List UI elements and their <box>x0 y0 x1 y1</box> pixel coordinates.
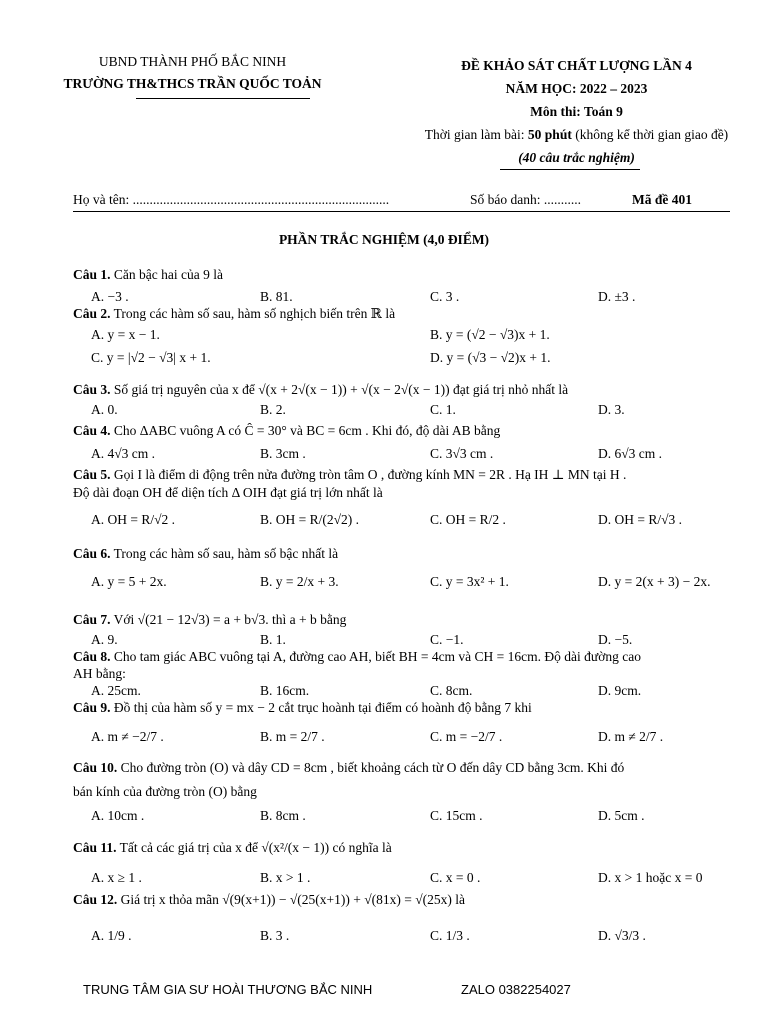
time-limit <box>385 127 768 143</box>
q6-option-d: D. y = 2(x + 3) − 2x. <box>598 574 711 589</box>
school-year: NĂM HỌC: 2022 – 2023 <box>505 81 648 96</box>
q4-option-a: A. 4√3 cm . <box>91 446 156 461</box>
q11-option-c: C. x = 0 . <box>430 870 481 885</box>
q5-text: Gọi I là điểm di động trên nửa đường tròn tâm O , đường kính MN = 2R . Hạ IH ⊥ MN tại H . <box>113 467 627 482</box>
header-divider <box>73 211 730 212</box>
q2-option-c: C. y = |√2 − √3| x + 1. <box>91 350 211 365</box>
q9-label: Câu 9. <box>73 700 111 715</box>
q2-option-b: B. y = (√2 − √3)x + 1. <box>430 327 550 342</box>
question-4 <box>73 423 500 439</box>
q6-text: Trong các hàm số sau, hàm số bậc nhất là <box>113 546 339 561</box>
q9-text: Đồ thị của hàm số y = mx − 2 cắt trục hoành tại điểm có hoành độ bằng 7 khi <box>113 700 532 715</box>
q3-option-a: A. 0. <box>91 402 118 417</box>
q5-text-line2: Độ dài đoạn OH để diện tích Δ OIH đạt giá trị lớn nhất là <box>73 485 383 500</box>
q8-option-c: C. 8cm. <box>430 683 473 698</box>
q6-option-b: B. y = 2/x + 3. <box>260 574 339 589</box>
q8-option-a: A. 25cm. <box>91 683 141 698</box>
q4-option-c: C. 3√3 cm . <box>430 446 494 461</box>
q8-option-d: D. 9cm. <box>598 683 642 698</box>
question-7 <box>73 612 346 628</box>
q11-text: Tất cả các giá trị của x để √(x²/(x − 1)) có nghĩa là <box>119 840 392 855</box>
q11-option-a: A. x ≥ 1 . <box>91 870 142 885</box>
subject: Môn thi: Toán 9 <box>530 104 623 119</box>
q9-option-d: D. m ≠ 2/7 . <box>598 729 664 744</box>
school-name: TRƯỜNG TH&THCS TRẦN QUỐC TOẢN <box>63 76 322 91</box>
q6-option-c: C. y = 3x² + 1. <box>430 574 509 589</box>
q12-option-c: C. 1/3 . <box>430 928 470 943</box>
q1-option-b: B. 81. <box>260 289 293 304</box>
q8-option-b: B. 16cm. <box>260 683 310 698</box>
q7-option-b: B. 1. <box>260 632 286 647</box>
q9-option-c: C. m = −2/7 . <box>430 729 503 744</box>
q12-label: Câu 12. <box>73 892 118 907</box>
time-value: 50 phút <box>527 127 572 142</box>
q3-option-b: B. 2. <box>260 402 286 417</box>
question-1 <box>73 267 223 283</box>
q7-option-c: C. −1. <box>430 632 464 647</box>
q1-option-a: A. −3 . <box>91 289 129 304</box>
q10-option-b: B. 8cm . <box>260 808 306 823</box>
q4-text: Cho ΔABC vuông A có Ĉ = 30° và BC = 6cm . Khi đó, độ dài AB bằng <box>113 423 501 438</box>
q4-label: Câu 4. <box>73 423 111 438</box>
question-count: (40 câu trắc nghiệm) <box>518 150 635 165</box>
q10-option-d: D. 5cm . <box>598 808 645 823</box>
q10-label: Câu 10. <box>73 760 118 775</box>
q3-option-c: C. 1. <box>430 402 456 417</box>
q8-text: Cho tam giác ABC vuông tại A, đường cao AH, biết BH = 4cm và CH = 16cm. Độ dài đường cao <box>113 649 641 664</box>
q2-text: Trong các hàm số sau, hàm số nghịch biến trên ℝ là <box>113 306 396 321</box>
q12-text: Giá trị x thỏa mãn √(9(x+1)) − √(25(x+1)) + √(81x) = √(25x) là <box>120 892 466 907</box>
question-8 <box>73 649 641 665</box>
q8-text-line2: AH bằng: <box>73 666 126 681</box>
q5-label: Câu 5. <box>73 467 111 482</box>
q7-text: Với √(21 − 12√3) = a + b√3. thì a + b bằng <box>113 612 347 627</box>
question-2 <box>73 306 395 322</box>
time-prefix: Thời gian làm bài: <box>424 127 528 142</box>
question-6 <box>73 546 338 562</box>
question-10 <box>73 760 624 776</box>
school-underline <box>136 98 310 99</box>
q10-option-a: A. 10cm . <box>91 808 145 823</box>
q11-option-b: B. x > 1 . <box>260 870 311 885</box>
q12-option-a: A. 1/9 . <box>91 928 132 943</box>
q2-option-d: D. y = (√3 − √2)x + 1. <box>430 350 551 365</box>
q12-option-d: D. √3/3 . <box>598 928 646 943</box>
q1-option-c: C. 3 . <box>430 289 460 304</box>
question-12 <box>73 892 465 908</box>
exam-code: Mã đề 401 <box>632 192 692 207</box>
q4-option-b: B. 3cm . <box>260 446 306 461</box>
q5-option-b: B. OH = R/(2√2) . <box>260 512 360 527</box>
count-underline <box>500 169 640 170</box>
authority-name: UBND THÀNH PHỐ BẮC NINH <box>98 54 287 69</box>
q2-option-a: A. y = x − 1. <box>91 327 160 342</box>
q3-option-d: D. 3. <box>598 402 625 417</box>
question-3 <box>73 382 568 398</box>
footer-center-name: TRUNG TÂM GIA SƯ HOÀI THƯƠNG BẮC NINH <box>83 982 373 997</box>
q1-text: Căn bậc hai của 9 là <box>113 267 223 282</box>
q4-option-d: D. 6√3 cm . <box>598 446 663 461</box>
q3-label: Câu 3. <box>73 382 111 397</box>
q6-label: Câu 6. <box>73 546 111 561</box>
q11-option-d: D. x > 1 hoặc x = 0 <box>598 870 703 885</box>
q5-option-c: C. OH = R/2 . <box>430 512 506 527</box>
question-11 <box>73 840 392 856</box>
time-suffix: (không kể thời gian giao đề) <box>571 127 729 142</box>
q10-text-line2: bán kính của đường tròn (O) bằng <box>73 784 257 799</box>
student-id-field: Số báo danh: ........... <box>470 192 581 207</box>
q1-label: Câu 1. <box>73 267 111 282</box>
q5-option-a: A. OH = R/√2 . <box>91 512 176 527</box>
q8-label: Câu 8. <box>73 649 111 664</box>
q9-option-a: A. m ≠ −2/7 . <box>91 729 164 744</box>
q7-option-d: D. −5. <box>598 632 633 647</box>
question-5 <box>73 467 626 483</box>
q9-option-b: B. m = 2/7 . <box>260 729 325 744</box>
student-name-field: Họ và tên: ............................................................................ <box>73 192 390 207</box>
footer-contact: ZALO 0382254027 <box>461 982 571 997</box>
section-title: PHẦN TRẮC NGHIỆM (4,0 ĐIỂM) <box>278 232 490 247</box>
q7-label: Câu 7. <box>73 612 111 627</box>
q3-text: Số giá trị nguyên của x để √(x + 2√(x − 1)) + √(x − 2√(x − 1)) đạt giá trị nhỏ nhất là <box>113 382 569 397</box>
q10-option-c: C. 15cm . <box>430 808 483 823</box>
exam-title: ĐỀ KHẢO SÁT CHẤT LƯỢNG LẦN 4 <box>461 58 692 73</box>
q10-text: Cho đường tròn (O) và dây CD = 8cm , biết khoảng cách từ O đến dây CD bằng 3cm. Khi đó <box>120 760 625 775</box>
q1-option-d: D. ±3 . <box>598 289 636 304</box>
q5-option-d: D. OH = R/√3 . <box>598 512 683 527</box>
question-9 <box>73 700 532 716</box>
q2-label: Câu 2. <box>73 306 111 321</box>
q7-option-a: A. 9. <box>91 632 118 647</box>
q11-label: Câu 11. <box>73 840 117 855</box>
q6-option-a: A. y = 5 + 2x. <box>91 574 167 589</box>
q12-option-b: B. 3 . <box>260 928 290 943</box>
